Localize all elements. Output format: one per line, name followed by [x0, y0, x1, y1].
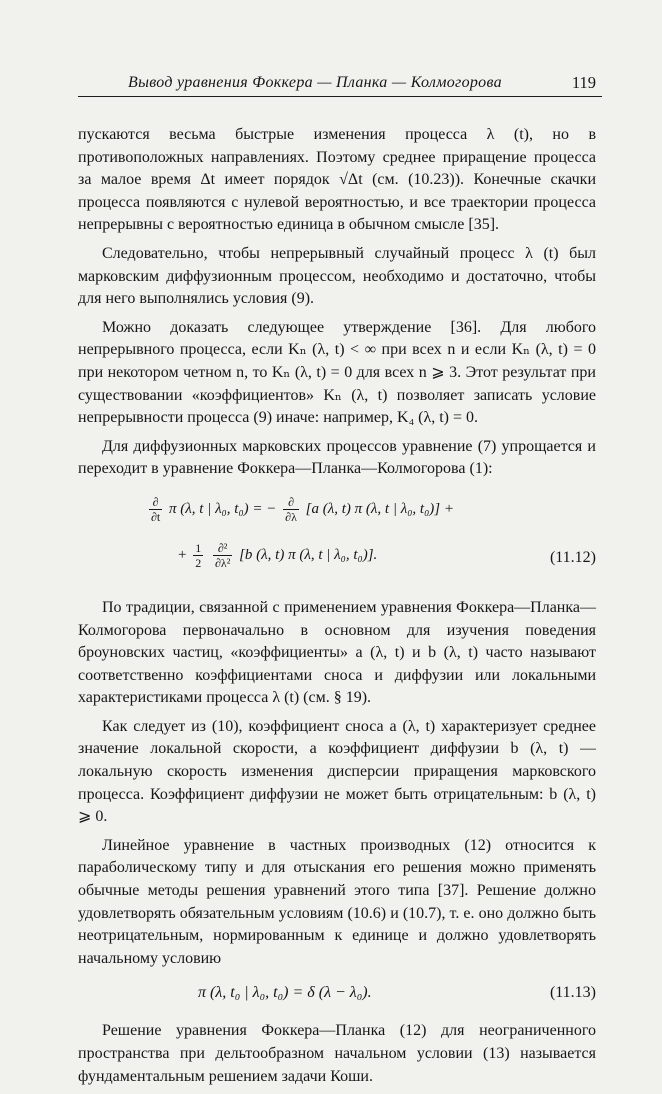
paragraph: Для диффузионных марковских процессов уравнение (7) упрощается и переходит в уравнение Фоккера—Планка—Колмогорова (1):	[78, 437, 596, 478]
equation-number: (11.13)	[549, 984, 596, 1002]
equation-number: (11.12)	[549, 548, 596, 566]
partial-lambda-fraction: $\frac{\partial}{\partial\lambda}$	[285, 494, 297, 524]
drift-term: [a (λ, t) π (λ, t | λ₀, t₀)] +	[305, 500, 454, 517]
equation-lhs: π (λ, t | λ₀, t₀) = −	[169, 500, 277, 517]
paragraph: По традиции, связанной с применением уравнения Фоккера—Планка—Колмогорова первоначально в основном для изучения поведения броуновских частиц, «коэффициенты» a (λ, t) и b (λ, t) часто называют соответственно коэффициентами сноса и диффузии или локальными характеристиками процесса λ (t) (см. § 19).	[78, 598, 596, 707]
paragraph: Можно доказать следующее утверждение [36]. Для любого непрерывного процесса, если Kₙ (λ, t) < ∞ при всех n и если Kₙ (λ, t) = 0 при некотором четном n, то Kₙ (λ, t) = 0 для всех n ⩾ 3. Этот результат при существовании «коэффициентов» Kₙ (λ, t) позволяет записать условие непрерывности процесса (9) иначе: например, K₄ (λ, t) = 0.	[78, 318, 596, 427]
page-body	[78, 124, 596, 1094]
one-half-fraction: $\frac{1}{2}$	[195, 540, 202, 570]
paragraph: Как следует из (10), коэффициент сноса a (λ, t) характеризует среднее значение локальной скорости, а коэффициент диффузии b (λ, t) — локальную скорость изменения дисперсии приращения марковского процесса. Коэффициент диффузии не может быть отрицательным: b (λ, t) ⩾ 0.	[78, 717, 596, 826]
paragraph: Следовательно, чтобы непрерывный случайный процесс λ (t) был марковским диффузионным процессом, необходимо и достаточно, чтобы для него выполнялись условия (9).	[78, 244, 596, 308]
running-title: Вывод уравнения Фоккера — Планка — Колмогорова	[128, 74, 502, 91]
second-partial-fraction: $\frac{\text{∂²}}{\text{∂λ²}}$	[214, 540, 231, 570]
paragraph: Решение уравнения Фоккера—Планка (12) для неограниченного пространства при дельтообразном начальном условии (13) называется фундаментальным решением задачи Коши.	[78, 1022, 596, 1085]
page-number: 119	[571, 73, 596, 92]
paragraph: Линейное уравнение в частных производных (12) относится к параболическому типу и для отыскания его решения можно применять обычные методы решения уравнений этого типа [37]. Решение должно удовлетворять обязательным условиям (10.6) и (10.7), т. е. оно должно быть неотрицательным, нормированным к единице и должно удовлетворять начальному условию	[78, 836, 596, 967]
equation-line-1	[146, 495, 454, 524]
equation-line-2	[178, 541, 377, 570]
paragraph-continued: пускаются весьма быстрые изменения процесса λ (t), но в противоположных направлениях. Поэтому среднее приращение процесса за малое время Δt имеет порядок √Δt (см. (10.23)). Конечные скачки процесса появляются с нулевой вероятностью, и все траектории процесса непрерывны с вероятностью единица в обычном смысле [35].	[78, 126, 596, 234]
diffusion-term: [b (λ, t) π (λ, t | λ₀, t₀)].	[239, 546, 378, 563]
equation-11-12	[78, 487, 596, 585]
page-header	[78, 70, 602, 97]
plus-sign: +	[178, 546, 187, 563]
equation-11-13	[78, 976, 596, 1012]
initial-condition-expression: π (λ, t₀ | λ₀, t₀) = δ (λ − λ₀).	[198, 984, 372, 1002]
partial-t-fraction: $\frac{\partial}{\partial t}$	[151, 494, 161, 524]
